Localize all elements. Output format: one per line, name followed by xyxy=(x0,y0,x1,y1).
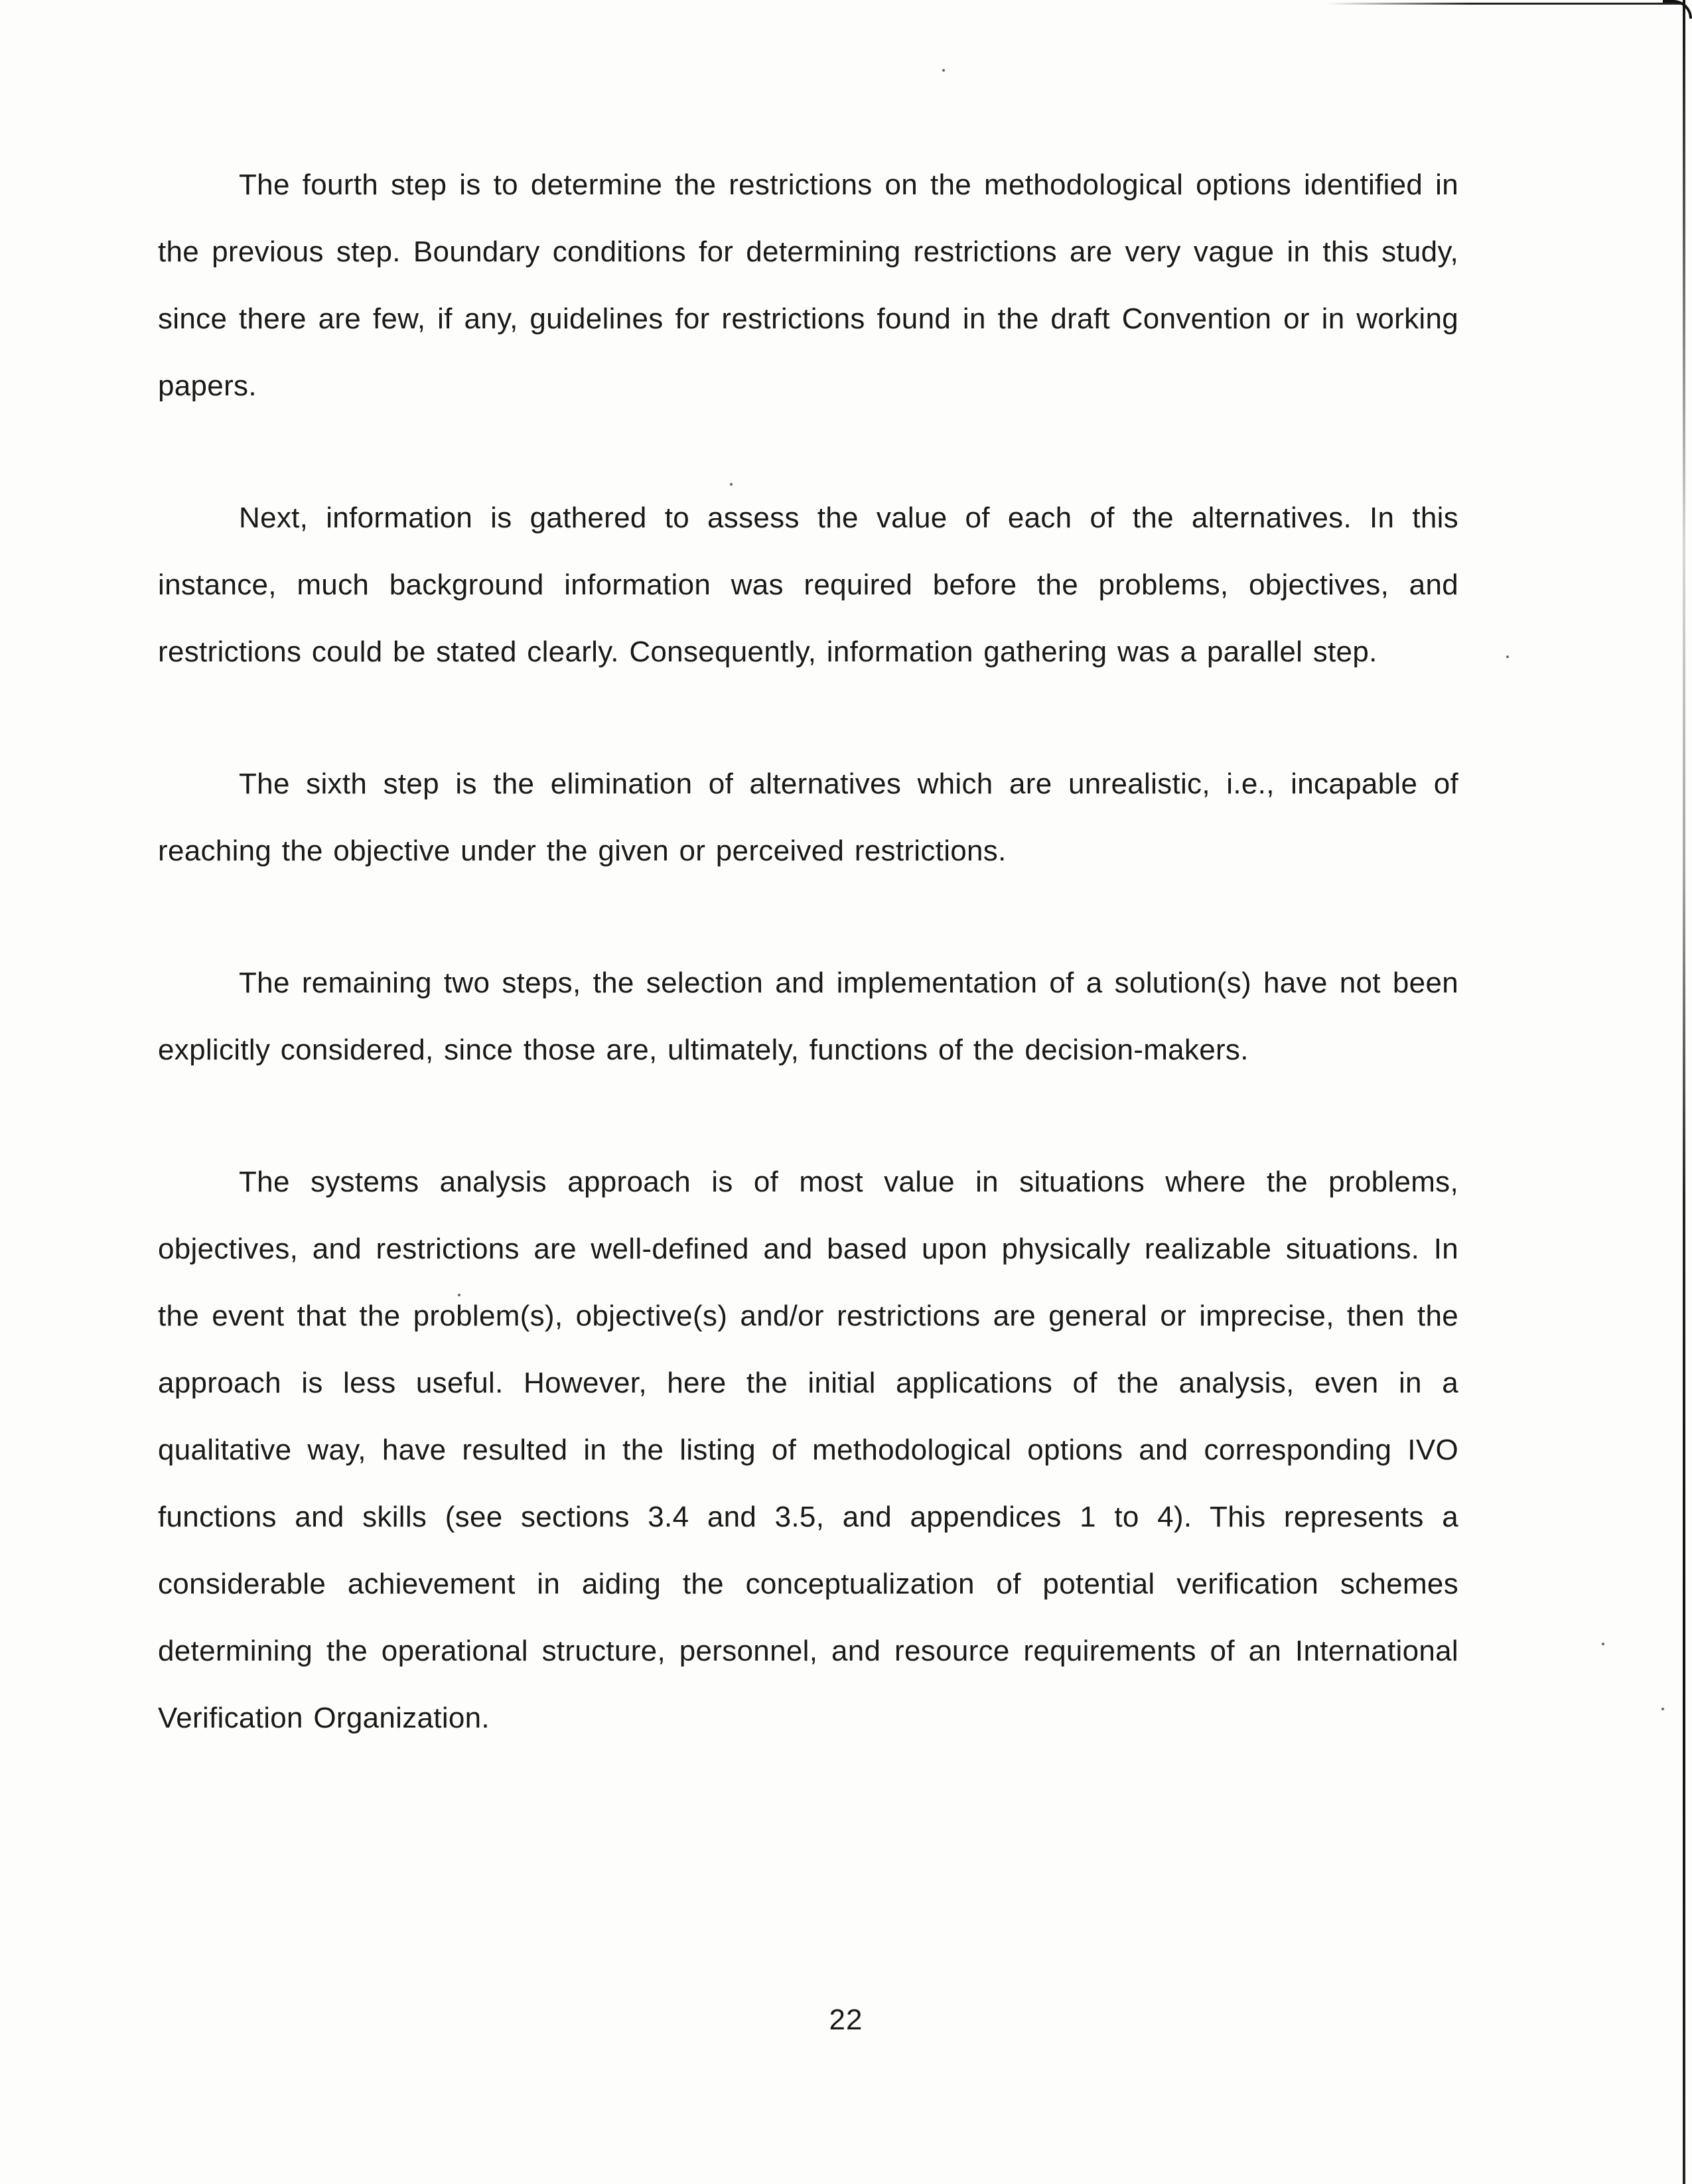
scan-speck xyxy=(1506,655,1509,658)
body-text xyxy=(158,151,1458,1751)
scan-speck xyxy=(1661,1708,1664,1710)
paragraph-sixth-step: The sixth step is the elimination of alternatives which are unrealistic, i.e., incapable of reaching the objective under the given or perceived restrictions. xyxy=(158,768,1458,867)
scan-speck xyxy=(1602,1643,1604,1645)
paragraph-remaining-steps: The remaining two steps, the selection and implementation of a solution(s) have not been explicitly considered, since those are, ultimately, functions of the decision-makers. xyxy=(158,967,1458,1066)
scan-corner xyxy=(1663,0,1692,19)
scan-edge-top xyxy=(1327,3,1685,5)
scan-edge-right xyxy=(1683,0,1685,2184)
paragraph-systems-analysis: The systems analysis approach is of most value in situations where the problems, objectives, and restrictions are well-defined and based upon physically realizable situations. In the event that the problem(s), objective(s) and/or restrictions are general or imprecise, then the approach is less useful. However, here the initial applications of the analysis, even in a qualitative way, have resulted in the listing of methodological options and corresponding IVO functions and skills (see sections 3.4 and 3.5, and appendices 1 to 4). This represents a considerable achievement in aiding the conceptualization of potential verification schemes determining the operational structure, personnel, and resource requirements of an International Verification Organization. xyxy=(158,1166,1458,1734)
page-number: 22 xyxy=(829,2004,863,2036)
paragraph-fourth-step: The fourth step is to determine the restrictions on the methodological options identified in the previous step. Boundary conditions for determining restrictions are very vague in this study, since there are few, if any, guidelines for restrictions found in the draft Convention or in working papers. xyxy=(158,169,1458,402)
scan-speck xyxy=(942,69,945,72)
paragraph-information-gathering: Next, information is gathered to assess the value of each of the alternatives. In this instance, much background information was required before the problems, objectives, and restrictions could be stated clearly. Consequently, information gathering was a parallel step. xyxy=(158,502,1458,668)
